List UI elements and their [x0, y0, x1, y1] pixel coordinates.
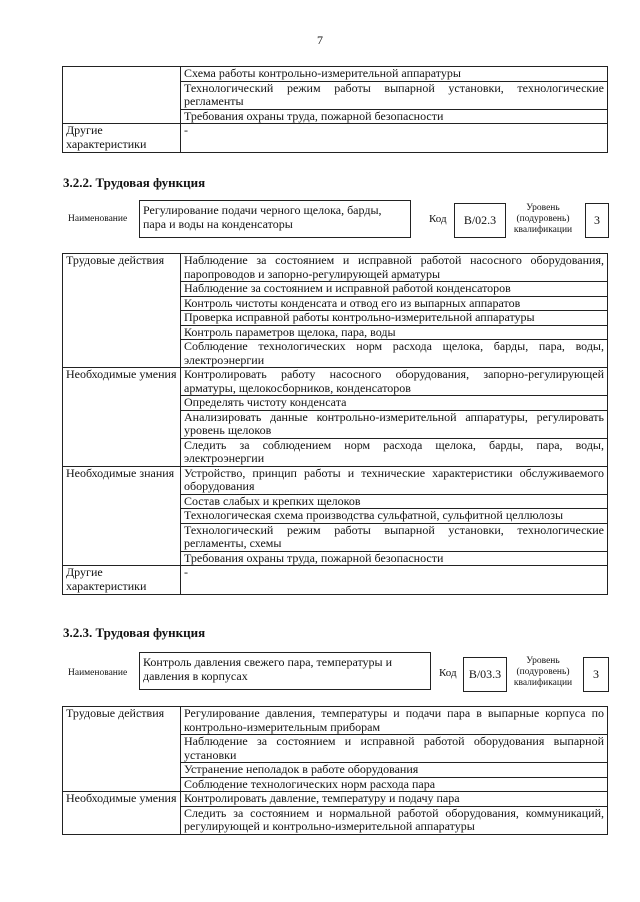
row-label: Трудовые действия	[63, 707, 181, 792]
row-item: -	[181, 124, 608, 153]
row-item: Наблюдение за состоянием и исправной работой оборудования выпарной установки	[181, 735, 608, 763]
code-value-box: B/03.3	[463, 657, 507, 692]
row-label	[63, 67, 181, 124]
name-value-box: Контроль давления свежего пара, температуры и давления в корпусах	[139, 652, 431, 690]
row-item: Устранение неполадок в работе оборудования	[181, 763, 608, 778]
row-item: Соблюдение технологических норм расхода щелока, барды, пара, воды, электроэнергии	[181, 340, 608, 368]
row-item: -	[181, 566, 608, 595]
row-item: Технологический режим работы выпарной установки, технологические регламенты, схемы	[181, 523, 608, 551]
row-item: Технологический режим работы выпарной установки, технологические регламенты	[181, 81, 608, 109]
row-item: Схема работы контрольно-измерительной аппаратуры	[181, 67, 608, 82]
code-value-box: B/02.3	[454, 203, 506, 238]
row-item: Устройство, принцип работы и технические характеристики обслуживаемого оборудования	[181, 466, 608, 494]
level-label: Уровень (подуровень) квалификации	[513, 203, 573, 235]
row-label: Другие характеристики	[63, 566, 181, 595]
row-item: Требования охраны труда, пожарной безопасности	[181, 551, 608, 566]
row-item: Соблюдение технологических норм расхода пара	[181, 777, 608, 792]
table-row	[63, 67, 608, 82]
row-item: Состав слабых и крепких щелоков	[181, 494, 608, 509]
row-item: Анализировать данные контрольно-измерительной аппаратуры, регулировать уровень щелоков	[181, 410, 608, 438]
level-label: Уровень (подуровень) квалификации	[513, 656, 573, 688]
table-top	[62, 66, 608, 153]
row-item: Технологическая схема производства сульфатной, сульфитной целлюлозы	[181, 509, 608, 524]
table-row	[63, 124, 608, 153]
page-number: 7	[317, 33, 323, 47]
section-heading: 3.2.2. Трудовая функция	[63, 175, 206, 190]
level-value-box: 3	[585, 203, 609, 238]
row-item: Определять чистоту конденсата	[181, 396, 608, 411]
row-label: Другие характеристики	[63, 124, 181, 153]
table-323	[62, 706, 608, 835]
row-item: Контролировать работу насосного оборудования, запорно-регулирующей арматуры, щелокосборников, конденсаторов	[181, 368, 608, 396]
row-item: Наблюдение за состоянием и исправной работой насосного оборудования, паропроводов и запорно-регулирующей арматуры	[181, 254, 608, 282]
name-label: Наименование	[68, 668, 128, 678]
name-value-box: Регулирование подачи черного щелока, барды, пара и воды на конденсаторы	[139, 200, 411, 238]
row-label: Необходимые знания	[63, 466, 181, 566]
row-item: Проверка исправной работы контрольно-измерительной аппаратуры	[181, 311, 608, 326]
table-322	[62, 253, 608, 595]
row-label: Необходимые умения	[63, 792, 181, 835]
section-heading: 3.2.3. Трудовая функция	[63, 625, 206, 640]
row-label: Трудовые действия	[63, 254, 181, 368]
name-label: Наименование	[68, 214, 128, 224]
code-label: Код	[439, 667, 457, 679]
row-item: Контроль параметров щелока, пара, воды	[181, 325, 608, 340]
row-item: Контроль чистоты конденсата и отвод его из выпарных аппаратов	[181, 296, 608, 311]
code-label: Код	[429, 213, 447, 225]
row-item: Наблюдение за состоянием и исправной работой конденсаторов	[181, 282, 608, 297]
row-label: Необходимые умения	[63, 368, 181, 467]
level-value-box: 3	[583, 657, 609, 692]
row-item: Регулирование давления, температуры и подачи пара в выпарные корпуса по контрольно-измерительным приборам	[181, 707, 608, 735]
row-item: Контролировать давление, температуру и подачу пара	[181, 792, 608, 807]
row-item: Следить за соблюдением норм расхода щелока, барды, пара, воды, электроэнергии	[181, 438, 608, 466]
row-item: Требования охраны труда, пожарной безопасности	[181, 109, 608, 124]
row-item: Следить за состоянием и нормальной работой оборудования, коммуникаций, регулирующей и контрольно-измерительной аппаратуры	[181, 806, 608, 834]
